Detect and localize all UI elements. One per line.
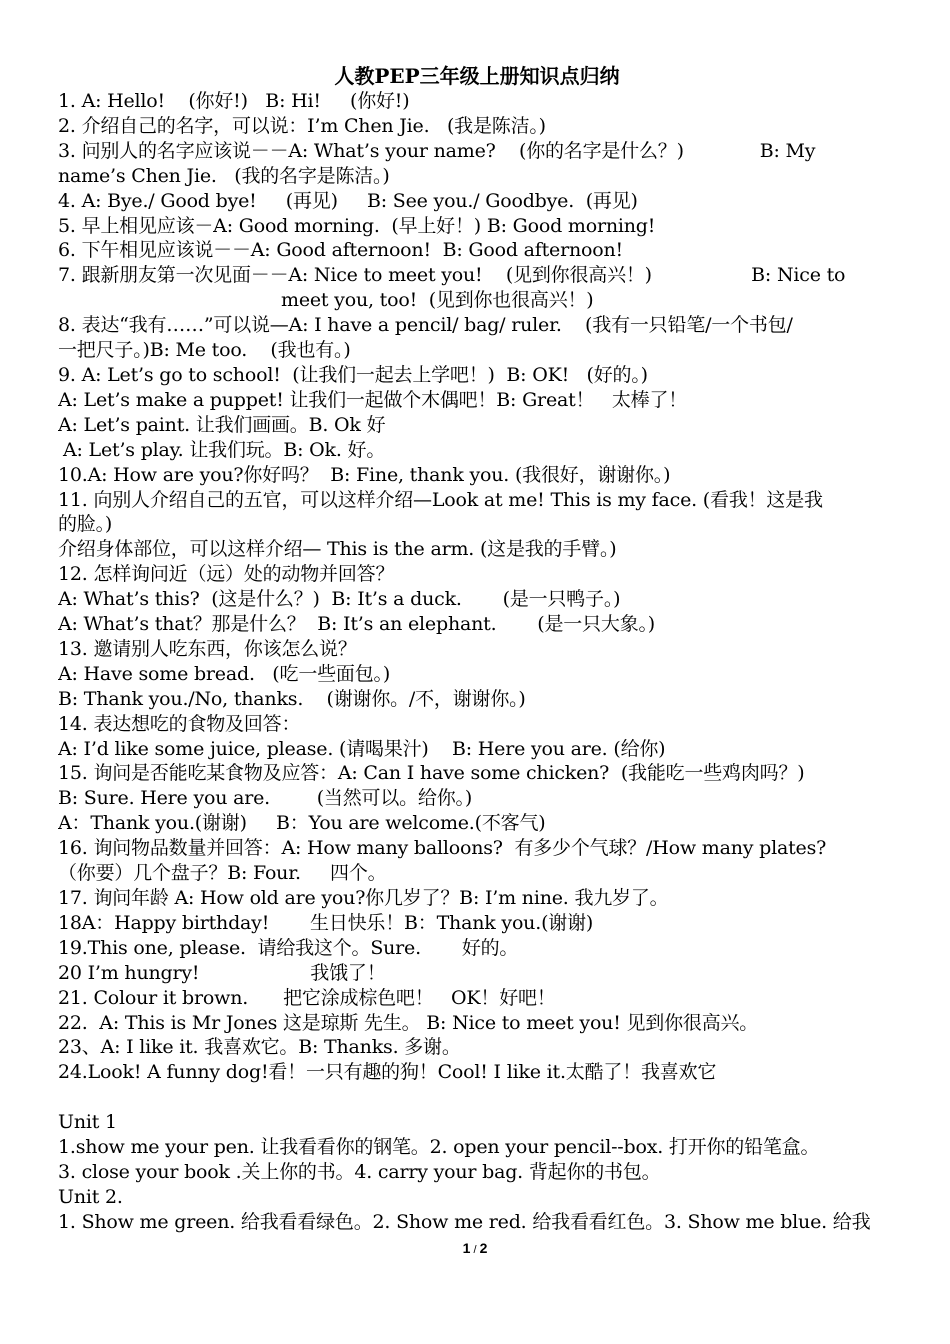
text-line: A: Let’s play. 让我们玩。B: Ok. 好。 [63,438,386,461]
text-line: A: I’d like some juice, please. (请喝果汁) B: Here you are. (给你) [58,737,666,760]
text-line: 14. 表达想吃的食物及回答： [58,712,301,735]
text-line: 10.A: How are you?你好吗？ B: Fine, thank you. (我很好，谢谢你。) [58,463,671,486]
text-line: 21. Colour it brown. 把它涂成棕色吧！ OK！好吧！ [58,986,556,1009]
text-line: 16. 询问物品数量并回答：A: How many balloons? 有多少个气球？/How many plates? [58,837,827,860]
text-line: A: Let’s make a puppet! 让我们一起做个木偶吧！B: Great！ 太棒了！ [58,388,688,411]
text-line: 20 I’m hungry! 我饿了！ [58,961,386,984]
text-line: Unit 2. [58,1185,123,1208]
text-line: A: What’s that？那是什么？ B: It’s an elephant. (是一只大象。) [58,613,656,636]
text-line: 8. 表达“我有……”可以说—A: I have a pencil/ bag/ ruler. (我有一只铅笔/一个书包/ [58,314,793,337]
document-page [58,64,896,1235]
document-body [58,89,896,1235]
text-line: B: Thank you./No, thanks. (谢谢你。/不，谢谢你。) [58,687,526,710]
text-line: A: Have some bread. (吃一些面包。) [58,662,391,685]
page-separator: / [470,1244,480,1256]
text-line: 2. 介绍自己的名字，可以说：I’m Chen Jie. (我是陈洁。) [58,114,546,137]
text-line: 19.This one, please. 请给我这个。Sure. 好的。 [58,936,519,959]
text-line: 3. close your book .关上你的书。4. carry your bag. 背起你的书包。 [58,1160,661,1183]
text-line: name’s Chen Jie. (我的名字是陈洁。) [58,164,390,187]
text-line: 5. 早上相见应该－A: Good morning. (早上好！) B: Good morning! [58,214,656,237]
text-line: 7. 跟新朋友第一次见面－－A: Nice to meet you! (见到你很高兴！) B: Nice to [58,264,846,287]
text-line: 4. A: Bye./ Good bye! (再见) B: See you./ Goodbye. (再见) [58,189,638,212]
text-line: 12. 怎样询问近（远）处的动物并回答？ [58,563,395,586]
page-number [0,1238,950,1260]
text-line: 一把尺子。)B: Me too. (我也有。) [58,339,351,362]
page-total: 2 [479,1240,488,1256]
text-line: 24.Look! A funny dog!看！一只有趣的狗！Cool! I like it.太酷了！我喜欢它 [58,1061,717,1084]
text-line: 9. A: Let’s go to school! (让我们一起去上学吧！) B: OK! (好的。) [58,363,648,386]
text-line: A: What’s this? (这是什么？) B: It’s a duck. (是一只鸭子。) [58,588,621,611]
text-line: 3. 问别人的名字应该说－－A: What’s your name? (你的名字是什么？) B: My [58,139,816,162]
text-line [58,1085,896,1110]
text-line: Unit 1 [58,1111,117,1134]
text-line: 13. 邀请别人吃东西，你该怎么说？ [58,637,357,660]
text-line: 1.show me your pen. 让我看看你的钢笔。2. open your pencil--box. 打开你的铅笔盒。 [58,1136,820,1159]
page-title: 人教PEP三年级上册知识点归纳 [334,64,620,88]
text-line: 1. Show me green. 给我看看绿色。2. Show me red. 给我看看红色。3. Show me blue. 给我 [58,1210,871,1233]
text-line: 11. 向别人介绍自己的五官，可以这样介绍—Look at me! This is my face. (看我！这是我 [58,488,823,511]
text-line: 6. 下午相见应该说－－A: Good afternoon! B: Good afternoon! [58,239,623,262]
text-line: meet you, too! (见到你也很高兴！) [281,289,594,312]
text-line: 的脸。) [58,513,113,536]
text-line: 15. 询问是否能吃某食物及应答：A: Can I have some chicken? (我能吃一些鸡肉吗？) [58,762,805,785]
page-current: 1 [462,1240,471,1256]
text-line: 1. A: Hello! (你好!) B: Hi! (你好!) [58,90,410,112]
text-line: （你要）几个盘子？B: Four. 四个。 [58,862,387,885]
text-line: 23、A: I like it. 我喜欢它。B: Thanks. 多谢。 [58,1036,461,1059]
text-line: B: Sure. Here you are. (当然可以。给你。) [58,787,473,810]
text-line: 22. A: This is Mr Jones 这是琼斯 先生。 B: Nice to meet you! 见到你很高兴。 [58,1011,759,1034]
text-line: 17. 询问年龄 A: How old are you?你几岁了？B: I’m nine. 我九岁了。 [58,887,669,909]
text-line: A: Let’s paint. 让我们画画。B. Ok 好 [58,413,386,436]
text-line: 介绍身体部位，可以这样介绍— This is the arm. (这是我的手臂。) [58,538,617,561]
text-line: 18A：Happy birthday! 生日快乐！B：Thank you.(谢谢) [58,911,594,934]
text-line: A：Thank you.(谢谢) B：You are welcome.(不客气) [58,812,546,835]
